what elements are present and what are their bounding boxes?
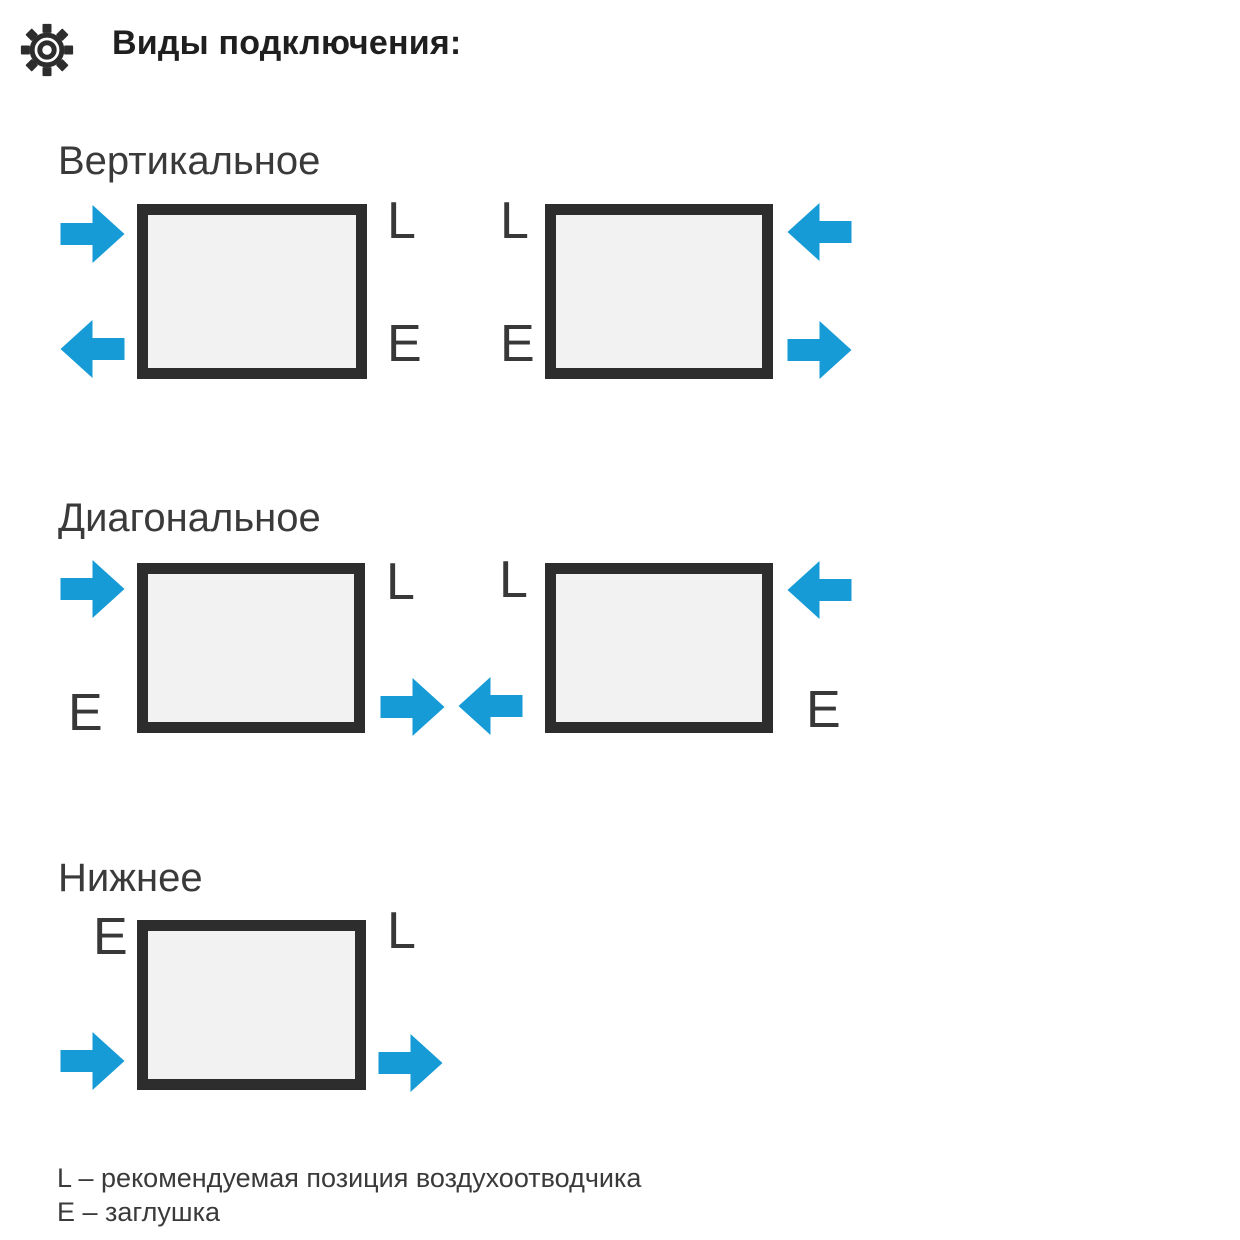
legend-air-vent: L – рекомендуемая позиция воздухоотводчика	[57, 1163, 642, 1193]
inlet-arrow-left-icon	[787, 561, 852, 619]
inlet-arrow-right-icon	[60, 560, 125, 618]
radiator-vertical-right	[545, 204, 773, 379]
port-label-air-vent: L	[499, 551, 528, 609]
radiator-bottom	[137, 920, 366, 1090]
outlet-arrow-right-icon	[378, 1034, 443, 1092]
outlet-arrow-right-icon	[787, 321, 852, 379]
radiator-diagonal-left	[137, 563, 365, 733]
port-label-air-vent: L	[387, 192, 416, 250]
section-heading-vertical: Вертикальное	[58, 139, 321, 183]
port-label-plug: E	[806, 681, 841, 739]
radiator-vertical-left	[137, 204, 367, 379]
inlet-arrow-left-icon	[787, 203, 852, 261]
port-label-plug: E	[68, 684, 103, 742]
outlet-arrow-right-icon	[380, 678, 445, 736]
port-label-plug: E	[500, 315, 535, 373]
legend-plug: E – заглушка	[57, 1197, 221, 1227]
section-heading-diagonal: Диагональное	[58, 496, 321, 540]
radiator-diagonal-right	[545, 563, 773, 733]
outlet-arrow-left-icon	[458, 677, 523, 735]
outlet-arrow-left-icon	[60, 320, 125, 378]
port-label-air-vent: L	[387, 902, 416, 960]
section-heading-bottom: Нижнее	[58, 856, 203, 900]
port-label-plug: E	[387, 315, 422, 373]
gear-icon	[20, 22, 74, 78]
port-label-plug: E	[93, 908, 128, 966]
port-label-air-vent: L	[500, 192, 529, 250]
inlet-arrow-right-icon	[60, 1032, 125, 1090]
port-label-air-vent: L	[386, 553, 415, 611]
page-title: Виды подключения:	[112, 24, 462, 62]
inlet-arrow-right-icon	[60, 205, 125, 263]
